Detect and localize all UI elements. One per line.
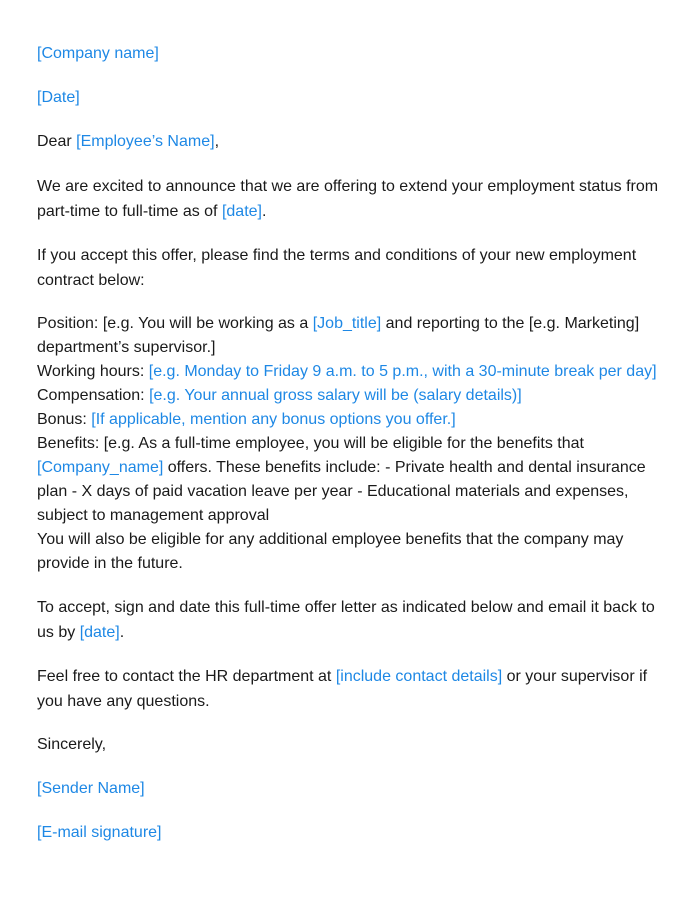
sender-name-placeholder: [Sender Name]	[37, 780, 145, 797]
term-working-hours	[37, 360, 670, 384]
sign-text: To accept, sign and date this full-time offer letter as indicated below and email it back to us by	[37, 599, 655, 641]
contact-paragraph	[37, 664, 670, 714]
bonus-placeholder: [If applicable, mention any bonus options you offer.]	[91, 411, 456, 428]
hours-placeholder: [e.g. Monday to Friday 9 a.m. to 5 p.m., with a 30-minute break per day]	[148, 363, 657, 380]
sign-end: .	[119, 624, 125, 641]
benefits-company-placeholder: [Company_name]	[37, 459, 164, 476]
company-name-placeholder: [Company name]	[37, 45, 159, 62]
contact-details-placeholder: [include contact details]	[335, 668, 503, 685]
benefits-post: offers. These benefits include: - Private health and dental insurance plan - X days of paid vacation leave per year - Educational materials and expenses, subject to management approval	[37, 459, 646, 524]
announcement-text: We are excited to announce that we are offering to extend your employment status from part-time to full-time as of	[37, 178, 659, 220]
terms-section	[37, 312, 670, 576]
term-additional-benefits: You will also be eligible for any additional employee benefits that the company may provide in the future.	[37, 531, 624, 572]
greeting-suffix: ,	[214, 133, 220, 150]
greeting-prefix: Dear	[37, 133, 77, 150]
benefits-pre: Benefits: [e.g. As a full-time employee, you will be eligible for the benefits that	[37, 435, 584, 452]
compensation-label: Compensation:	[37, 387, 150, 404]
term-benefits	[37, 432, 670, 528]
bonus-label: Bonus:	[37, 411, 92, 428]
accept-paragraph: If you accept this offer, please find the terms and conditions of your new employment contract below:	[37, 247, 637, 289]
position-post: and reporting to the [e.g. Marketing] department’s supervisor.]	[37, 315, 640, 356]
greeting	[37, 130, 670, 154]
position-pre: Position: [e.g. You will be working as a	[37, 315, 313, 332]
start-date-placeholder: [date]	[221, 203, 262, 220]
reply-date-placeholder: [date]	[79, 624, 120, 641]
term-position	[37, 312, 670, 360]
announcement-end: .	[261, 203, 267, 220]
term-bonus	[37, 408, 670, 432]
sign-paragraph	[37, 595, 670, 645]
contact-end: or your supervisor if you have any questions.	[37, 668, 648, 710]
term-compensation	[37, 384, 670, 408]
date-placeholder: [Date]	[37, 89, 80, 106]
closing: Sincerely,	[37, 736, 107, 753]
contact-text: Feel free to contact the HR department at	[37, 668, 336, 685]
announcement-paragraph	[37, 174, 670, 224]
email-signature-placeholder: [E-mail signature]	[37, 824, 162, 841]
hours-label: Working hours:	[37, 363, 149, 380]
job-title-placeholder: [Job_title]	[312, 315, 382, 332]
employee-name-placeholder: [Employee’s Name]	[76, 133, 215, 150]
compensation-placeholder: [e.g. Your annual gross salary will be (salary details)]	[149, 387, 522, 404]
